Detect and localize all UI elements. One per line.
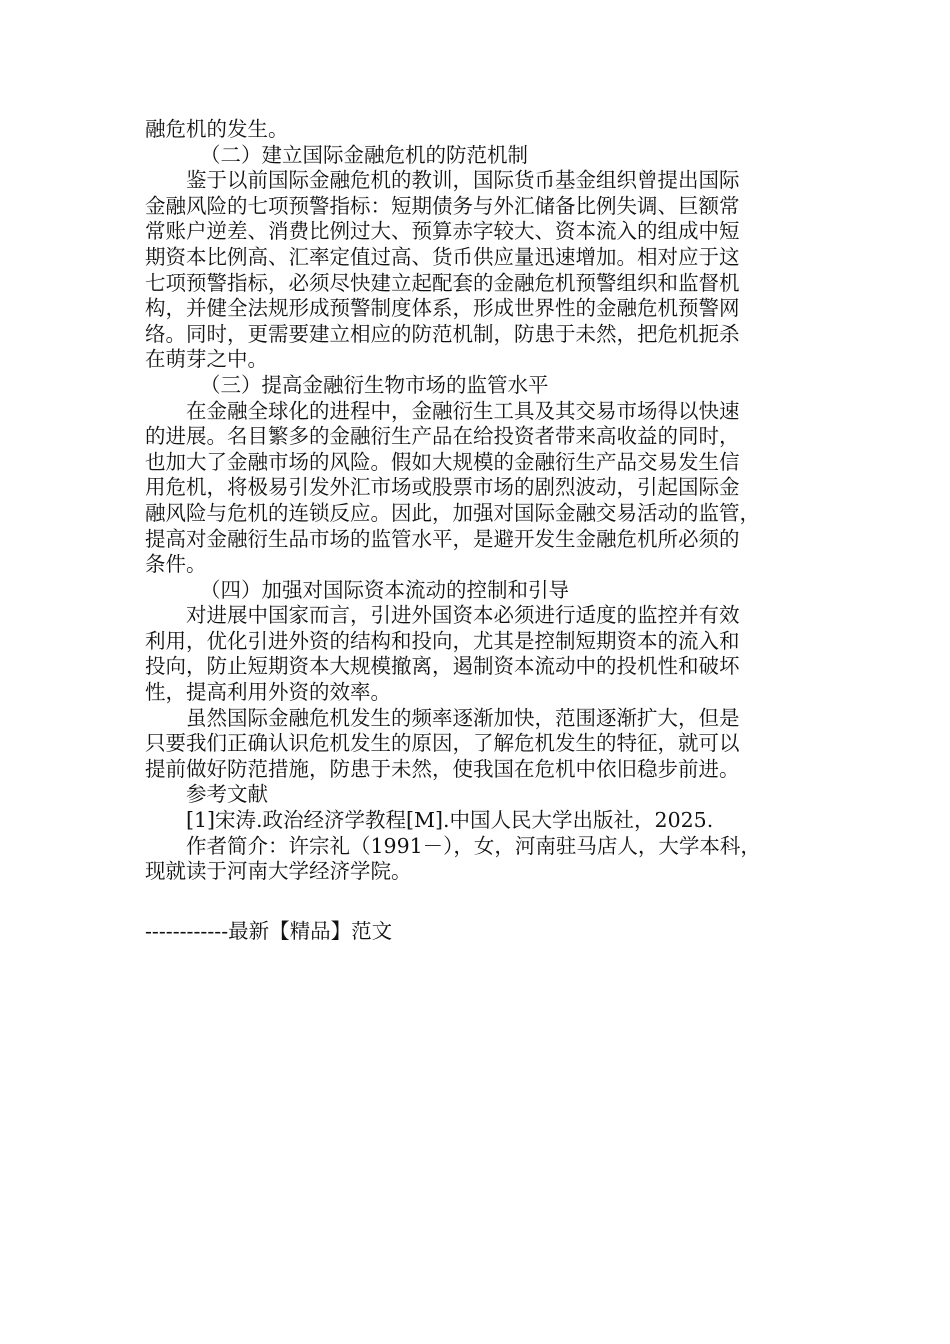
text-line: 性，提高利用外资的效率。: [145, 680, 391, 705]
text-line: 用危机，将极易引发外汇市场或股票市场的剧烈波动，引起国际金: [145, 475, 740, 500]
text-line: 提高对金融衍生品市场的监管水平，是避开发生金融危机所必须的: [145, 526, 740, 551]
text-line: 利用，优化引进外资的结构和投向，尤其是控制短期资本的流入和: [145, 628, 740, 653]
text-line: 融危机的发生。: [145, 117, 289, 141]
text-line: 在萌芽之中。: [145, 347, 268, 372]
text-line: 期资本比例高、汇率定值过高、货币供应量迅速增加。相对应于这: [145, 244, 740, 269]
document-body: [145, 117, 810, 885]
text-line: 鉴于以前国际金融危机的教训，国际货币基金组织曾提出国际: [186, 168, 740, 193]
text-line: 七项预警指标，必须尽快建立起配套的金融危机预警组织和监督机: [145, 270, 740, 295]
author-bio: 现就读于河南大学经济学院。: [145, 859, 412, 884]
text-line: 融风险与危机的连锁反应。因此，加强对国际金融交易活动的监管，: [145, 500, 760, 525]
text-line: 条件。: [145, 552, 207, 577]
text-line: 投向，防止短期资本大规模撤离，遏制资本流动中的投机性和破坏: [145, 654, 740, 679]
footer-banner: ------------最新【精品】范文: [145, 919, 393, 943]
text-line: 虽然国际金融危机发生的频率逐渐加快，范围逐渐扩大，但是: [186, 705, 740, 730]
text-line: 提前做好防范措施，防患于未然，使我国在危机中依旧稳步前进。: [145, 756, 740, 781]
text-line: 的进展。名目繁多的金融衍生产品在给投资者带来高收益的同时，: [145, 424, 740, 449]
text-line: 对进展中国家而言，引进外国资本必须进行适度的监控并有效: [186, 603, 740, 628]
text-line: 只要我们正确认识危机发生的原因，了解危机发生的特征，就可以: [145, 731, 740, 756]
text-line: 构，并健全法规形成预警制度体系，形成世界性的金融危机预警网: [145, 296, 740, 321]
section-heading: （二）建立国际金融危机的防范机制: [200, 142, 528, 167]
text-line: 常账户逆差、消费比例过大、预算赤字较大、资本流入的组成中短: [145, 219, 740, 244]
author-bio: 作者简介：许宗礼（1991－），女，河南驻马店人，大学本科，: [186, 833, 761, 858]
text-line: 在金融全球化的进程中，金融衍生工具及其交易市场得以快速: [186, 398, 740, 423]
references-heading: 参考文献: [186, 782, 268, 807]
text-line: 也加大了金融市场的风险。假如大规模的金融衍生产品交易发生信: [145, 449, 740, 474]
reference-item: [1]宋涛.政治经济学教程[M].中国人民大学出版社，2025.: [186, 808, 714, 833]
section-heading: （四）加强对国际资本流动的控制和引导: [200, 577, 569, 602]
text-line: 络。同时，更需要建立相应的防范机制，防患于未然，把危机扼杀: [145, 321, 740, 346]
text-line: 金融风险的七项预警指标：短期债务与外汇储备比例失调、巨额常: [145, 193, 740, 218]
section-heading: （三）提高金融衍生物市场的监管水平: [200, 372, 549, 397]
